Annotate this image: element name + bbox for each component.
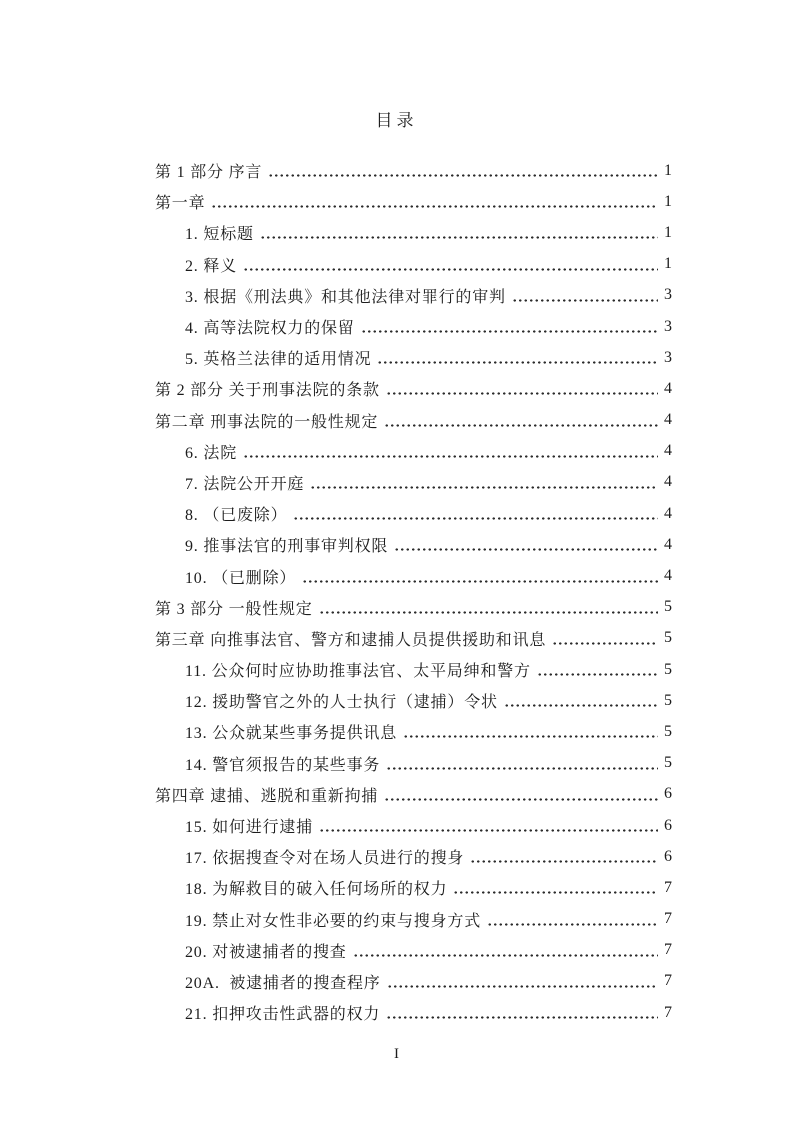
toc-entry-page-number: 5: [664, 754, 672, 772]
dot-leader: [377, 361, 658, 364]
toc-entry-label: 3. 根据《刑法典》和其他法律对罪行的审判: [185, 288, 506, 306]
toc-entry-label: 第 2 部分 关于刑事法院的条款: [155, 382, 380, 400]
toc-entry-page-number: 5: [664, 722, 672, 740]
toc-entry[interactable]: [155, 529, 672, 560]
toc-entry-label: 1. 短标题: [185, 226, 254, 244]
toc-entry-page-number: 3: [664, 317, 672, 335]
toc-entry[interactable]: [155, 716, 672, 747]
toc-entry-label: 8. （已废除）: [185, 507, 288, 525]
dot-leader: [302, 580, 658, 583]
toc-entry[interactable]: [155, 592, 672, 623]
toc-entry[interactable]: [155, 467, 672, 498]
toc-entry-page-number: 7: [664, 878, 672, 896]
dot-leader: [260, 236, 658, 239]
dot-leader: [384, 424, 658, 427]
dot-leader: [353, 954, 658, 957]
toc-entry[interactable]: [155, 685, 672, 716]
toc-entry[interactable]: [155, 904, 672, 935]
toc-entry-label: 19. 禁止对女性非必要的约束与搜身方式: [185, 912, 482, 930]
toc-entry-page-number: 6: [664, 816, 672, 834]
toc-entry[interactable]: [155, 249, 672, 280]
toc-entry-label: 20A. 被逮捕者的搜查程序: [185, 974, 381, 992]
toc-entry-page-number: 5: [664, 598, 672, 616]
toc-entry-page-number: 7: [664, 972, 672, 990]
dot-leader: [243, 268, 658, 271]
toc-entry-label: 18. 为解救目的破入任何场所的权力: [185, 881, 448, 899]
toc-entry-page-number: 6: [664, 847, 672, 865]
dot-leader: [384, 798, 658, 801]
toc-entry-page-number: 1: [664, 255, 672, 273]
dot-leader: [386, 1016, 658, 1019]
dot-leader: [268, 174, 658, 177]
toc-entry[interactable]: [155, 405, 672, 436]
dot-leader: [504, 704, 658, 707]
toc-entry[interactable]: [155, 997, 672, 1028]
toc-entry[interactable]: [155, 779, 672, 810]
toc-entry[interactable]: [155, 810, 672, 841]
footer-page-number: I: [394, 1046, 399, 1062]
toc-entry-page-number: 5: [664, 660, 672, 678]
toc-entry-label: 9. 推事法官的刑事审判权限: [185, 538, 389, 556]
toc-entry-page-number: 7: [664, 1003, 672, 1021]
toc-entry[interactable]: [155, 186, 672, 217]
toc-entry-label: 第四章 逮捕、逃脱和重新拘捕: [155, 787, 379, 805]
toc-entry-label: 13. 公众就某些事务提供讯息: [185, 725, 398, 743]
toc-entry[interactable]: [155, 966, 672, 997]
toc-entry-label: 15. 如何进行逮捕: [185, 819, 314, 837]
toc-entry-label: 12. 援助警官之外的人士执行（逮捕）令状: [185, 694, 498, 712]
toc-entry[interactable]: [155, 623, 672, 654]
toc-entry-page-number: 4: [664, 411, 672, 429]
dot-leader: [386, 392, 658, 395]
toc-entry-label: 2. 释义: [185, 257, 237, 275]
dot-leader: [552, 642, 658, 645]
toc-entry-page-number: 7: [664, 910, 672, 928]
toc-entry-page-number: 1: [664, 192, 672, 210]
toc-list: [155, 155, 672, 1028]
toc-entry-label: 17. 依据搜查令对在场人员进行的搜身: [185, 850, 465, 868]
toc-entry-label: 14. 警官须报告的某些事务: [185, 756, 381, 774]
dot-leader: [487, 923, 658, 926]
toc-entry[interactable]: [155, 155, 672, 186]
dot-leader: [394, 548, 658, 551]
toc-entry-label: 11. 公众何时应协助推事法官、太平局绅和警方: [185, 663, 531, 681]
toc-entry-page-number: 5: [664, 629, 672, 647]
toc-entry-label: 第二章 刑事法院的一般性规定: [155, 413, 379, 431]
toc-entry-label: 10. （已删除）: [185, 569, 297, 587]
toc-entry[interactable]: [155, 373, 672, 404]
toc-entry[interactable]: [155, 560, 672, 591]
dot-leader: [361, 330, 658, 333]
toc-entry-page-number: 7: [664, 941, 672, 959]
dot-leader: [319, 611, 658, 614]
toc-entry-page-number: 4: [664, 379, 672, 397]
toc-entry[interactable]: [155, 498, 672, 529]
dot-leader: [211, 205, 658, 208]
toc-entry-label: 7. 法院公开开庭: [185, 475, 305, 493]
toc-entry-page-number: 1: [664, 161, 672, 179]
dot-leader: [243, 455, 658, 458]
toc-entry-page-number: 4: [664, 442, 672, 460]
toc-entry[interactable]: [155, 436, 672, 467]
dot-leader: [310, 486, 658, 489]
toc-entry-page-number: 3: [664, 286, 672, 304]
toc-entry-page-number: 4: [664, 504, 672, 522]
toc-entry-label: 20. 对被逮捕者的搜查: [185, 943, 347, 961]
dot-leader: [293, 517, 658, 520]
toc-entry[interactable]: [155, 342, 672, 373]
dot-leader: [319, 829, 658, 832]
toc-entry-label: 第 1 部分 序言: [155, 164, 263, 182]
toc-entry[interactable]: [155, 748, 672, 779]
dot-leader: [512, 299, 658, 302]
toc-entry-page-number: 1: [664, 223, 672, 241]
toc-entry[interactable]: [155, 841, 672, 872]
toc-entry-label: 6. 法院: [185, 444, 237, 462]
toc-entry-label: 第 3 部分 一般性规定: [155, 600, 313, 618]
dot-leader: [470, 860, 658, 863]
toc-entry-label: 21. 扣押攻击性武器的权力: [185, 1006, 381, 1024]
toc-entry-page-number: 4: [664, 567, 672, 585]
toc-entry[interactable]: [155, 872, 672, 903]
dot-leader: [387, 985, 658, 988]
toc-entry-label: 第一章: [155, 195, 206, 213]
toc-entry-label: 4. 高等法院权力的保留: [185, 320, 355, 338]
toc-entry[interactable]: [155, 654, 672, 685]
toc-entry[interactable]: [155, 280, 672, 311]
toc-entry-page-number: 6: [664, 785, 672, 803]
dot-leader: [453, 891, 658, 894]
toc-entry[interactable]: [155, 311, 672, 342]
dot-leader: [537, 673, 658, 676]
toc-entry-label: 第三章 向推事法官、警方和逮捕人员提供援助和讯息: [155, 631, 547, 649]
page-title: 目录: [375, 111, 418, 130]
dot-leader: [403, 735, 658, 738]
dot-leader: [386, 767, 658, 770]
toc-entry-page-number: 4: [664, 535, 672, 553]
toc-entry[interactable]: [155, 935, 672, 966]
toc-entry-label: 5. 英格兰法律的适用情况: [185, 351, 372, 369]
toc-entry-page-number: 3: [664, 348, 672, 366]
toc-entry[interactable]: [155, 217, 672, 248]
toc-entry-page-number: 4: [664, 473, 672, 491]
toc-entry-page-number: 5: [664, 691, 672, 709]
